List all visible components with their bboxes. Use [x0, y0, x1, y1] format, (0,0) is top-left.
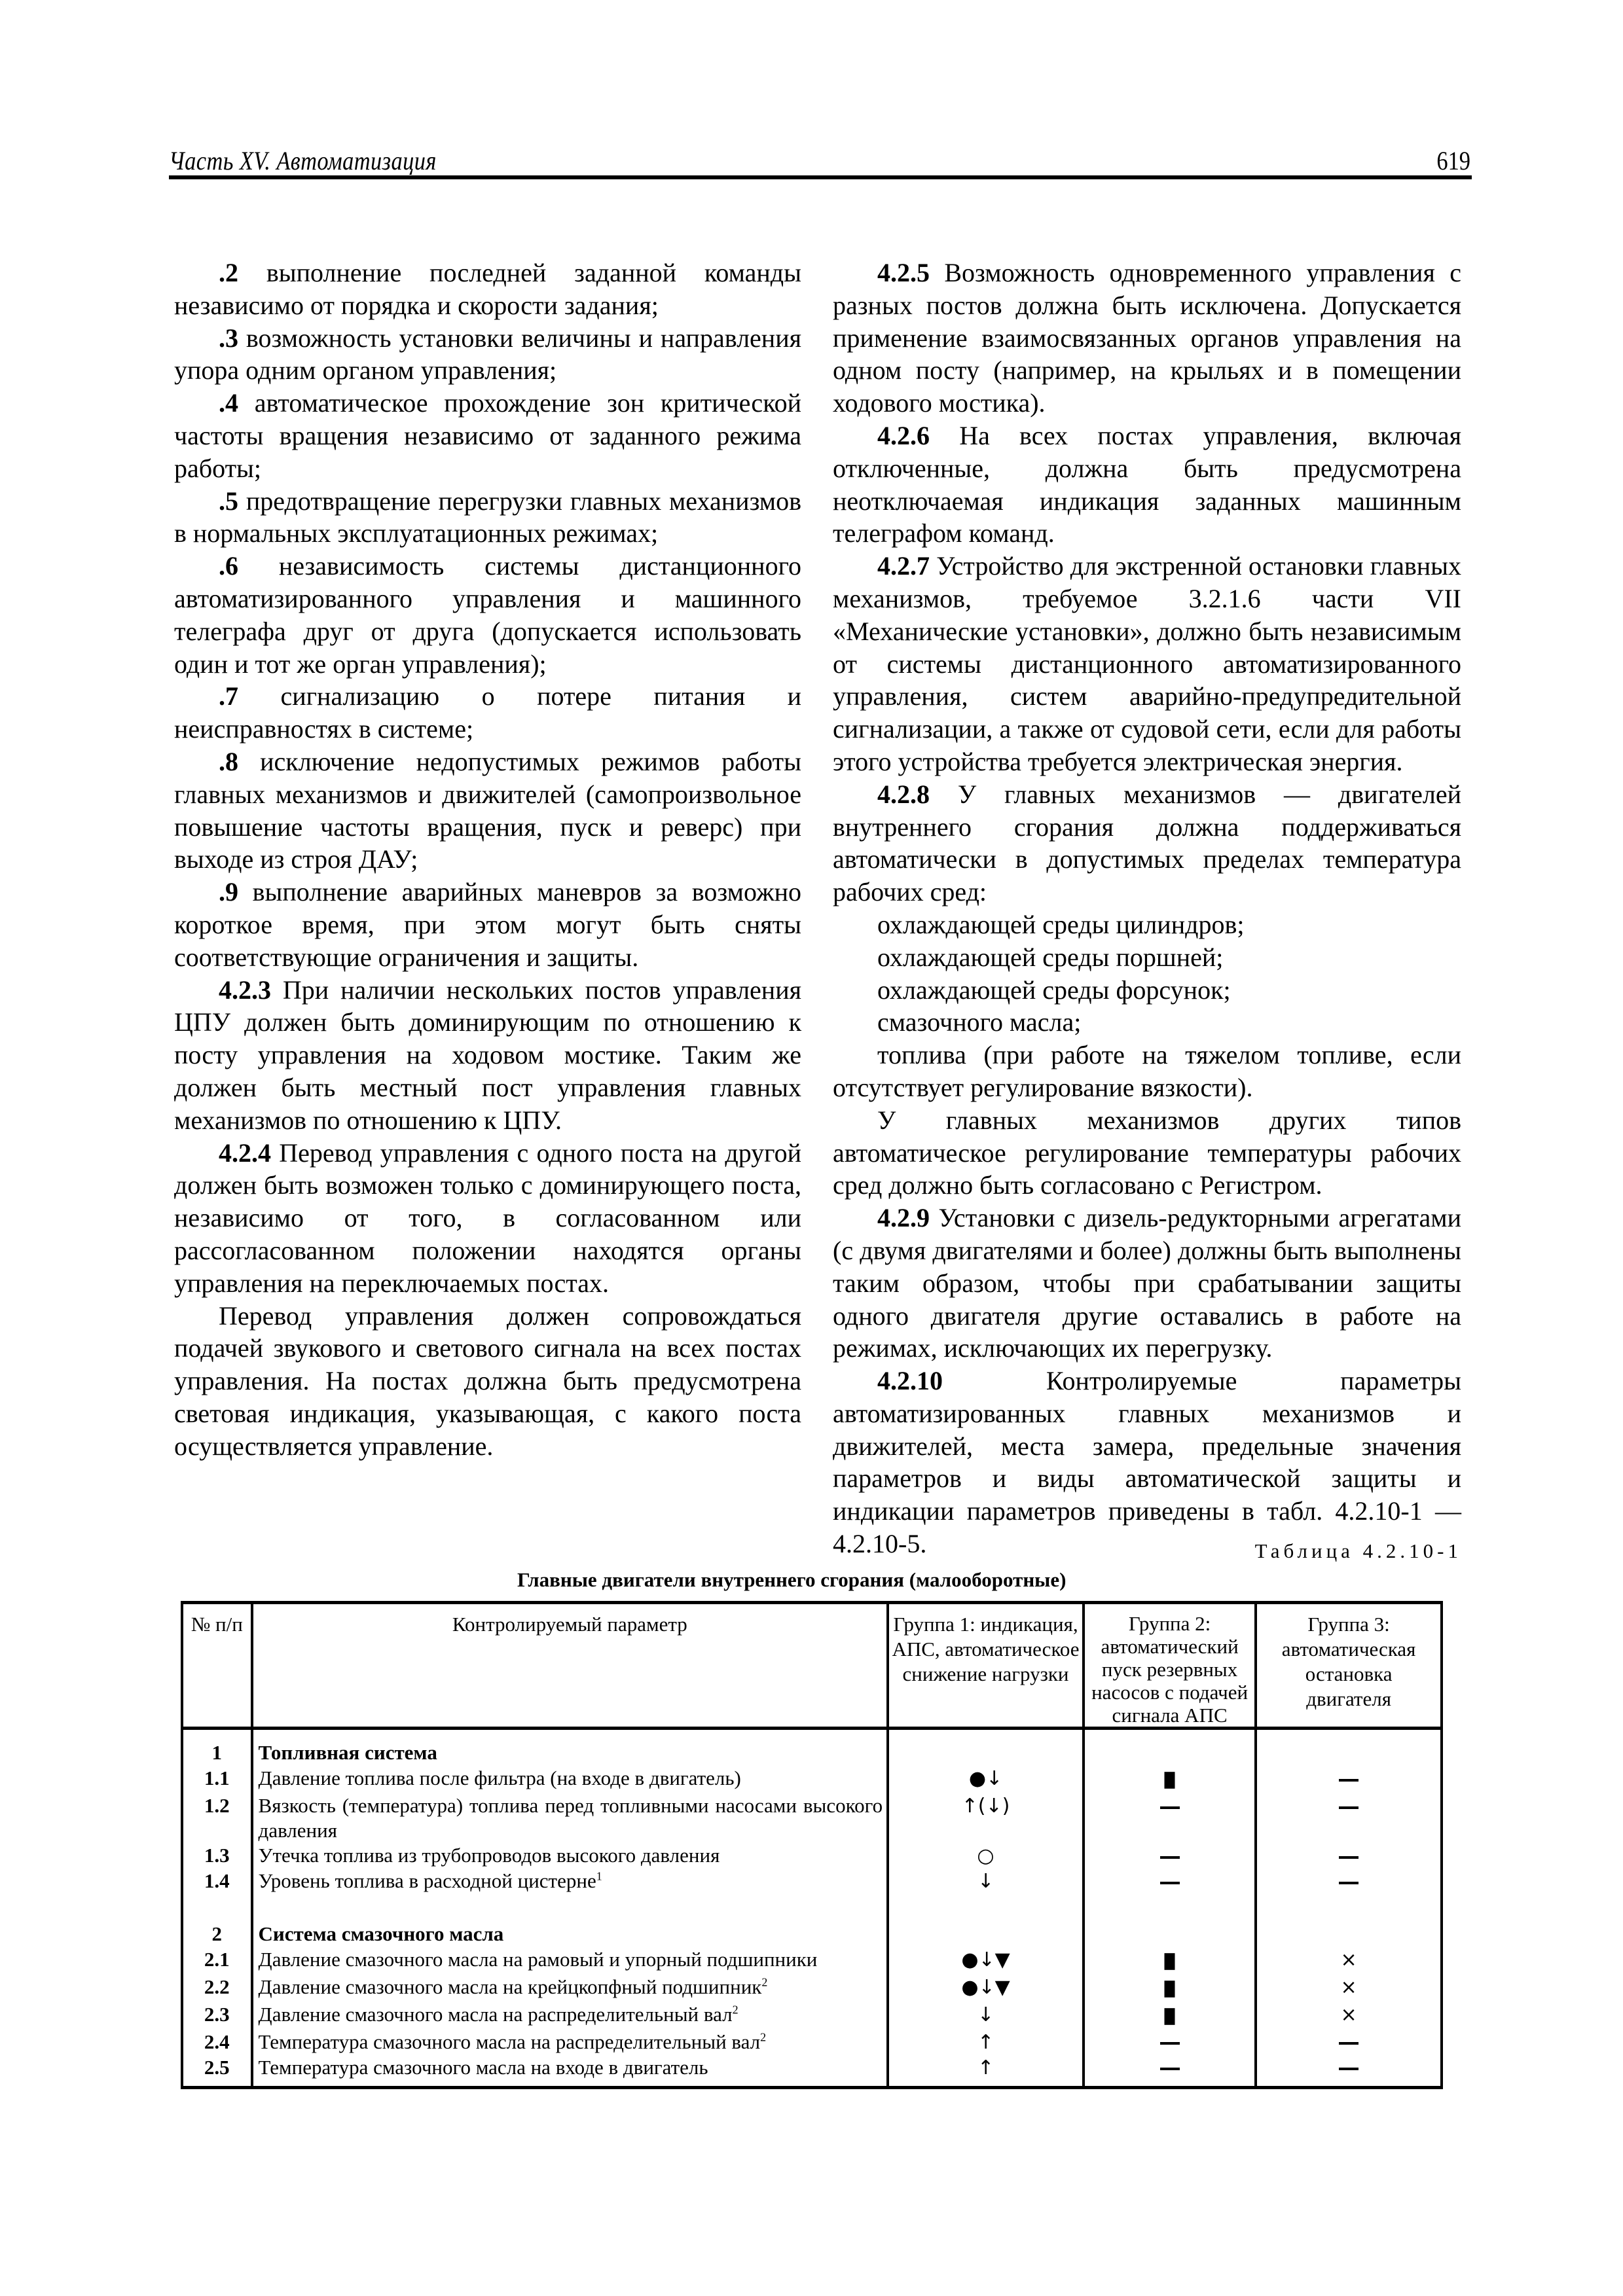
dash-icon: [1339, 1779, 1359, 1782]
group3-cell: [1256, 1947, 1442, 1975]
footnote-marker: 2: [760, 2030, 767, 2044]
table-title: Главные двигатели внутреннего сгорания (малооборотные): [517, 1568, 1067, 1591]
group1-cell: [888, 1947, 1084, 1975]
group2-cell: [1084, 2002, 1256, 2030]
dash-icon: [1339, 2068, 1359, 2070]
table-header-row: [182, 1603, 1442, 1729]
group2-cell: [1084, 1947, 1256, 1975]
row-parameter: Давление смазочного масла на рамовый и упорный подшипники: [252, 1947, 888, 1975]
group1-cell: [888, 2030, 1084, 2055]
list-item: топлива (при работе на тяжелом топливе, если отсутствует регулирование вязкости).: [833, 1040, 1461, 1102]
paragraph: У главных механизмов других типов автоматическое регулирование температуры рабочих сред должно быть согласовано с Регистром.: [833, 1105, 1461, 1200]
dash-icon: [1339, 2042, 1359, 2045]
table-number: Таблица 4.2.10-1: [1254, 1539, 1462, 1562]
row-parameter: Уровень топлива в расходной цистерне$^1$: [252, 1869, 888, 1894]
list-item: смазочного масла;: [877, 1007, 1082, 1037]
indicator-symbols-icon: ×: [1340, 1975, 1357, 1999]
group2-cell: [1084, 1766, 1256, 1793]
group3-cell: [1256, 2002, 1442, 2030]
group3-cell: [1256, 1793, 1442, 1843]
row-number: 1.1: [182, 1766, 252, 1793]
table-row: [182, 1843, 1442, 1869]
dash-icon: [1160, 1856, 1180, 1859]
paragraph-4-2-5: 4.2.5 Возможность одновременного управления с разных постов должна быть исключена. Допускается применение взаимосвязанных органов управления на одном посту (например, на крыльях и в помещении ходового мостика).: [833, 258, 1461, 418]
filled-square-icon: [1165, 1981, 1175, 1998]
row-parameter: Утечка топлива из трубопроводов высокого давления: [252, 1843, 888, 1869]
paragraph-4-2-4: 4.2.4 Перевод управления с одного поста на другой должен быть возможен только с доминирующего поста, независимо от того, в согласованном или рассогласованном положении находятся органы управления на переключаемых постах.: [174, 1138, 801, 1298]
table-row: [182, 1793, 1442, 1843]
paragraph-4-2-10: 4.2.10 Контролируемые параметры автоматизированных главных механизмов и движителей, места замера, предельные значения параметров и виды автоматической защиты и индикации параметров приведены в табл. 4.2.10-1 — 4.2.10-5.: [833, 1366, 1461, 1559]
group2-cell: [1084, 1793, 1256, 1843]
paragraph: Перевод управления должен сопровождаться подачей звукового и светового сигнала на всех постах управления. На постах должна быть предусмотрена световая индикация, указывающая, с какого поста осуществляется управление.: [174, 1300, 801, 1461]
indicator-symbols-icon: ↑: [977, 2030, 994, 2054]
row-number: 2.1: [182, 1947, 252, 1975]
page-number: 619: [1436, 146, 1470, 175]
parameters-table: [181, 1601, 1443, 2089]
right-column: [833, 257, 1461, 1560]
header-num: № п/п: [182, 1603, 252, 1729]
group3-cell: [1256, 1843, 1442, 1869]
group1-cell: [888, 1793, 1084, 1843]
list-item: охлаждающей среды форсунок;: [877, 975, 1231, 1005]
group2-cell: [1084, 1843, 1256, 1869]
running-header: [169, 145, 1473, 178]
footnote-marker: 1: [596, 1869, 602, 1883]
table-row: [182, 1947, 1442, 1975]
part-title: Часть XV. Автоматизация: [169, 146, 437, 175]
filled-square-icon: [1165, 1953, 1175, 1970]
header-group3: Группа 3: автоматическая остановка двигателя: [1256, 1603, 1442, 1729]
row-number: 2.2: [182, 1975, 252, 2002]
group3-cell: [1256, 1975, 1442, 2002]
indicator-symbols-icon: ●↓▼: [961, 1975, 1010, 1999]
row-number: 2.4: [182, 2030, 252, 2055]
indicator-symbols-icon: ●↓▼: [961, 1948, 1010, 1971]
group2-cell: [1084, 1975, 1256, 2002]
row-number: 2.5: [182, 2055, 252, 2088]
row-number: 2.3: [182, 2002, 252, 2030]
paragraph: .3 возможность установки величины и направления упора одним органом управления;: [174, 323, 801, 386]
list-item: охлаждающей среды поршней;: [877, 942, 1224, 972]
paragraph: .4 автоматическое прохождение зон критической частоты вращения независимо от заданного режима работы;: [174, 388, 801, 483]
table-row: [182, 1975, 1442, 2002]
header-param: Контролируемый параметр: [252, 1603, 888, 1729]
dash-icon: [1339, 1806, 1359, 1809]
indicator-symbols-icon: ×: [1340, 1948, 1357, 1971]
footnote-marker: 2: [732, 2003, 739, 2017]
dash-icon: [1339, 1856, 1359, 1859]
row-parameter: Давление топлива после фильтра (на входе в двигатель): [252, 1766, 888, 1793]
paragraph: .8 исключение недопустимых режимов работы главных механизмов и движителей (самопроизвольное повышение частоты вращения, пуск и реверс) при выходе из строя ДАУ;: [174, 746, 801, 874]
group1-cell: [888, 1843, 1084, 1869]
left-column: [174, 257, 801, 1462]
paragraph: .6 независимость системы дистанционного автоматизированного управления и машинного телеграфа друг от друга (допускается использовать один и тот же орган управления);: [174, 551, 801, 679]
section-row: [182, 1740, 1442, 1766]
table-row: [182, 2030, 1442, 2055]
table-row: [182, 1766, 1442, 1793]
list-item: охлаждающей среды цилиндров;: [877, 909, 1245, 939]
group3-cell: [1256, 1869, 1442, 1894]
paragraph-4-2-6: 4.2.6 На всех постах управления, включая отключенные, должна быть предусмотрена неотключаемая индикация заданных машинным телеграфом команд.: [833, 420, 1461, 548]
indicator-symbols-icon: ●↓: [968, 1767, 1003, 1790]
group1-cell: [888, 2055, 1084, 2088]
row-parameter: Давление смазочного масла на крейцкопфный подшипник$^2$: [252, 1975, 888, 2002]
group3-cell: [1256, 1766, 1442, 1793]
group2-cell: [1084, 1869, 1256, 1894]
filled-square-icon: [1165, 2008, 1175, 2025]
paragraph: .5 предотвращение перегрузки главных механизмов в нормальных эксплуатационных режимах;: [174, 486, 801, 548]
paragraph: .9 выполнение аварийных маневров за возможно короткое время, при этом могут быть сняты соответствующие ограничения и защиты.: [174, 877, 801, 972]
header-group1: Группа 1: индикация, АПС, автоматическое снижение нагрузки: [888, 1603, 1084, 1729]
indicator-symbols-icon: ↑: [977, 2056, 994, 2079]
dash-icon: [1160, 1806, 1180, 1809]
section-number: 1: [182, 1740, 252, 1766]
row-number: 1.2: [182, 1793, 252, 1843]
indicator-symbols-icon: ○: [977, 1844, 994, 1867]
filled-square-icon: [1165, 1772, 1175, 1789]
spacer-row: [182, 1894, 1442, 1922]
table-row: [182, 2055, 1442, 2088]
row-parameter: Температура смазочного масла на входе в двигатель: [252, 2055, 888, 2088]
paragraph-4-2-9: 4.2.9 Установки с дизель-редукторными агрегатами (с двумя двигателями и более) должны быть выполнены таким образом, чтобы при срабатывании защиты одного двигателя другие оставались в работе на режимах, исключающих их перегрузку.: [833, 1203, 1461, 1363]
row-number: 1.3: [182, 1843, 252, 1869]
paragraph: .2 выполнение последней заданной команды независимо от порядка и скорости задания;: [174, 258, 801, 320]
table-row: [182, 1869, 1442, 1894]
group3-cell: [1256, 2030, 1442, 2055]
dash-icon: [1339, 1882, 1359, 1884]
footnote-marker: 2: [761, 1975, 768, 1989]
group2-cell: [1084, 2055, 1256, 2088]
indicator-symbols-icon: ↑(↓): [961, 1794, 1010, 1818]
group1-cell: [888, 2002, 1084, 2030]
row-parameter: Вязкость (температура) топлива перед топливными насосами высокого давления: [252, 1793, 888, 1843]
group1-cell: [888, 1975, 1084, 2002]
row-parameter: Давление смазочного масла на распределительный вал$^2$: [252, 2002, 888, 2030]
group1-cell: [888, 1869, 1084, 1894]
dash-icon: [1160, 2068, 1180, 2070]
indicator-symbols-icon: ×: [1340, 2003, 1357, 2026]
paragraph-4-2-3: 4.2.3 При наличии нескольких постов управления ЦПУ должен быть доминирующим по отношению к посту управления на ходовом мостике. Таким же должен быть местный пост управления главных механизмов по отношению к ЦПУ.: [174, 975, 801, 1135]
paragraph-4-2-8: 4.2.8 У главных механизмов — двигателей внутреннего сгорания должна поддерживаться автоматически в допустимых пределах температура рабочих сред:: [833, 779, 1461, 907]
indicator-symbols-icon: ↓: [977, 1869, 994, 1893]
row-number: 1.4: [182, 1869, 252, 1894]
dash-icon: [1160, 1882, 1180, 1884]
dash-icon: [1160, 2042, 1180, 2045]
header-group2: Группа 2: автоматический пуск резервных насосов с подачей сигнала АПС: [1084, 1603, 1256, 1729]
group1-cell: [888, 1766, 1084, 1793]
paragraph: .7 сигнализацию о потере питания и неисправностях в системе;: [174, 681, 801, 744]
header-rule: [169, 175, 1472, 179]
section-number: 2: [182, 1922, 252, 1947]
group2-cell: [1084, 2030, 1256, 2055]
row-parameter: Температура смазочного масла на распределительный вал$^2$: [252, 2030, 888, 2055]
indicator-symbols-icon: ↓: [977, 2003, 994, 2026]
section-row: [182, 1922, 1442, 1947]
paragraph-4-2-7: 4.2.7 Устройство для экстренной остановки главных механизмов, требуемое 3.2.1.6 части VII «Механические установки», должно быть независимым от системы дистанционного автоматизированного управления, систем аварийно-предупредительной сигнализации, а также от судовой сети, если для работы этого устройства требуется электрическая энергия.: [833, 551, 1461, 776]
group3-cell: [1256, 2055, 1442, 2088]
section-title: Система смазочного масла: [252, 1922, 888, 1947]
table-row: [182, 2002, 1442, 2030]
section-title: Топливная система: [252, 1740, 888, 1766]
